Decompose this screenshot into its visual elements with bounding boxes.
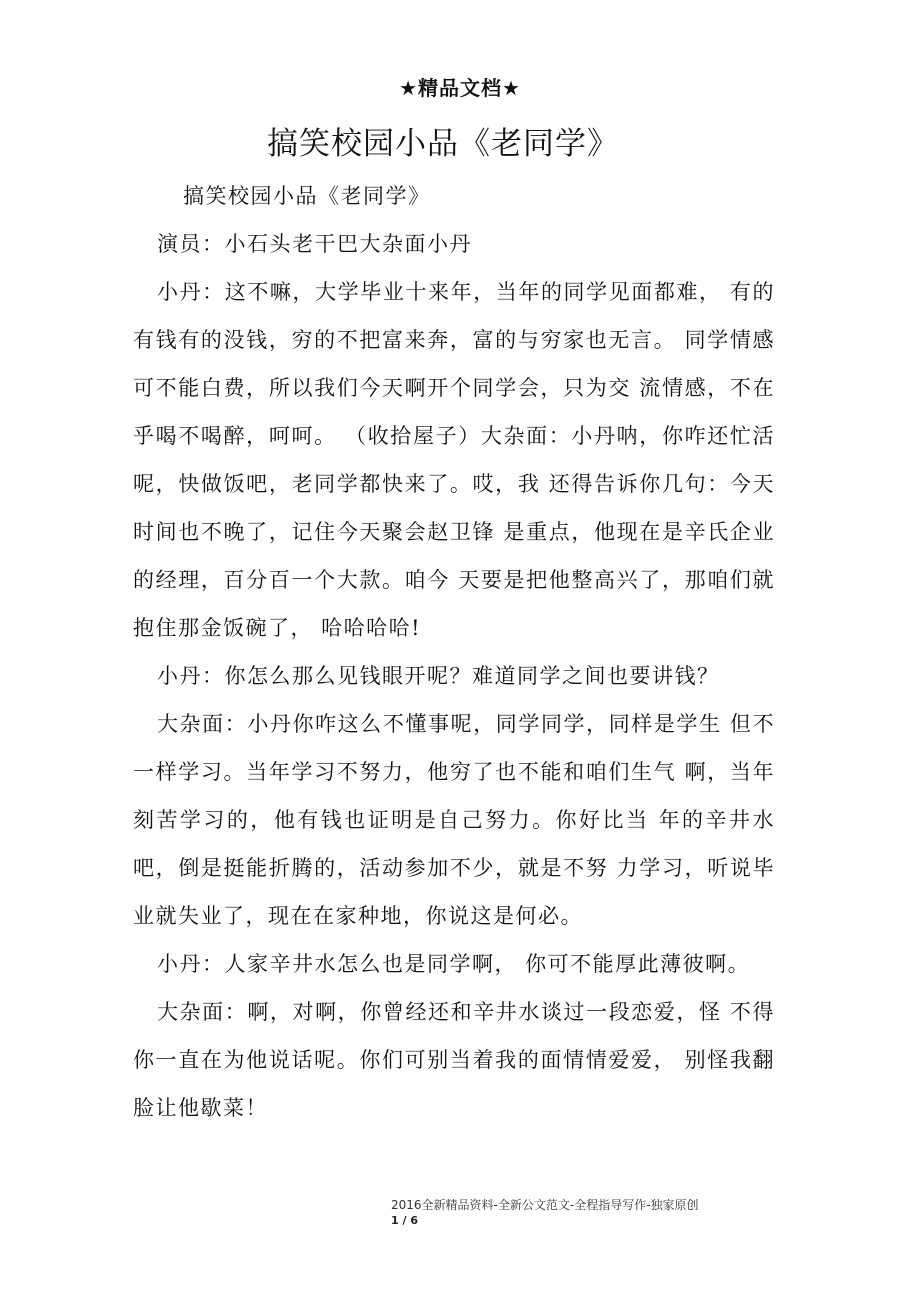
document-body — [133, 172, 775, 1132]
paragraph: 大杂面：小丹你咋这么不懂事呢，同学同学，同样是学生 但不一样学习。当年学习不努力，他穷了也不能和咱们生气 啊，当年刻苦学习的，他有钱也证明是自己努力。你好比当 年的辛井水吧，倒是挺能折腾的，活动参加不少，就是不努 力学习，听说毕业就失业了，现在在家种地，你说这是何必。 — [133, 712, 775, 928]
document-subtitle: 搞笑校园小品《老同学》 — [183, 184, 431, 208]
paragraph: 小丹：人家辛井水怎么也是同学啊， 你可不能厚此薄彼啊。 — [157, 952, 751, 976]
paragraph: 大杂面：啊，对啊，你曾经还和辛井水谈过一段恋爱，怪 不得你一直在为他说话呢。你们可别当着我的面情情爱爱， 别怪我翻脸让他歇菜！ — [133, 1000, 775, 1120]
paragraph: 小丹：你怎么那么见钱眼开呢？难道同学之间也要讲钱？ — [157, 664, 720, 688]
header-mark: ★精品文档★ — [399, 76, 521, 100]
document-title: 搞笑校园小品《老同学》 — [267, 126, 619, 162]
paragraph: 小丹：这不嘛，大学毕业十来年，当年的同学见面都难， 有的有钱有的没钱，穷的不把富来奔，富的与穷家也无言。 同学情感可不能白费，所以我们今天啊开个同学会，只为交 流情感，不在乎喝不喝醉，呵呵。 （收拾屋子）大杂面：小丹呐，你咋还忙活呢，快做饭吧，老同学都快来了。哎，我 还得告诉你几句：今天时间也不晚了，记住今天聚会赵卫锋 是重点，他现在是辛氏企业的经理，百分百一个大款。咱今 天要是把他整高兴了，那咱们就抱住那金饭碗了， 哈哈哈哈! — [133, 280, 775, 640]
paragraph-cast: 演员：小石头老干巴大杂面小丹 — [157, 232, 472, 256]
footer-note: 2016全新精品资料-全新公文范文-全程指导写作-独家原创 — [391, 1198, 699, 1212]
page-number: 1 / 6 — [391, 1214, 418, 1227]
